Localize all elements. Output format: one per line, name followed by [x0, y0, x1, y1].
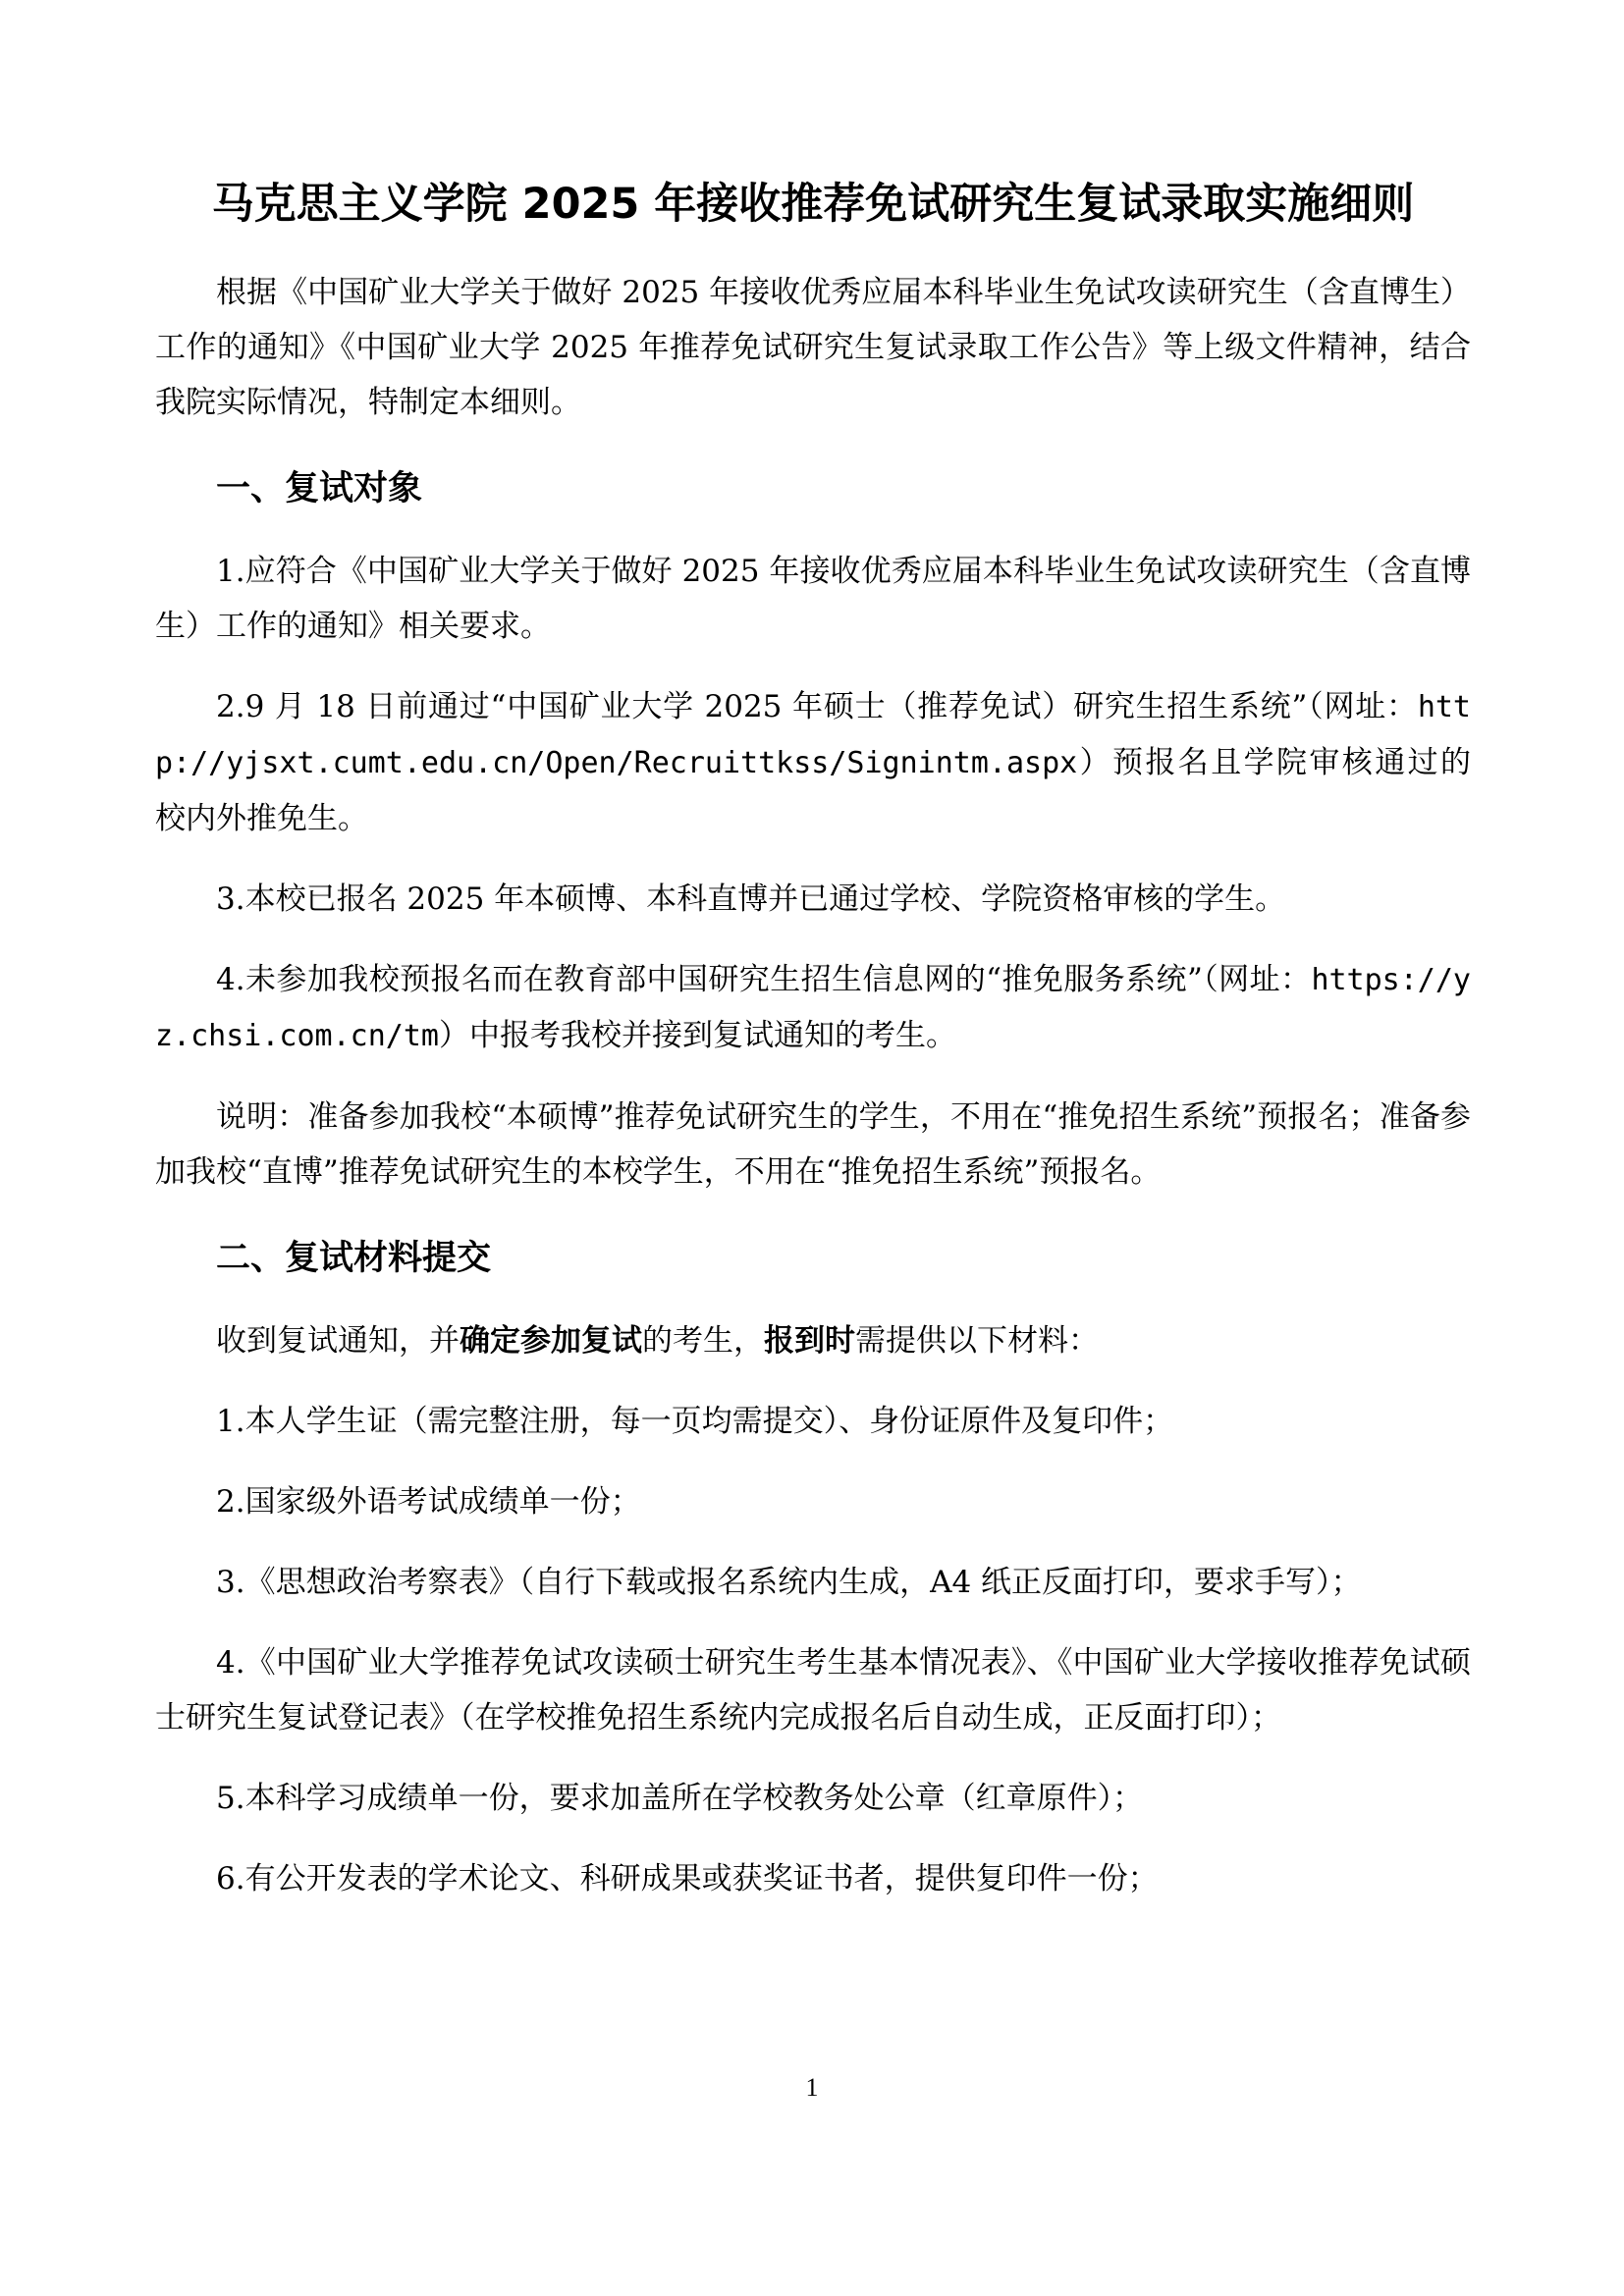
lead-text-3: 需提供以下材料： — [855, 1323, 1099, 1359]
document-title: 马克思主义学院 2025 年接收推荐免试研究生复试录取实施细则 — [211, 180, 1415, 229]
lead-bold-2: 报到时 — [764, 1323, 855, 1359]
section1-item2 — [155, 679, 1471, 846]
section2-lead — [155, 1313, 1471, 1368]
section2-item4: 4.《中国矿业大学推荐免试攻读硕士研究生考生基本情况表》、《中国矿业大学接收推荐免试硕士研究生复试登记表》（在学校推免招生系统内完成报名后自动生成，正反面打印）； — [155, 1645, 1471, 1735]
page-number: 1 — [805, 2073, 819, 2102]
section2-item2: 2.国家级外语考试成绩单一份； — [216, 1484, 641, 1520]
section1-note: 说明：准备参加我校“本硕博”推荐免试研究生的学生，不用在“推免招生系统”预报名；准备参加我校“直博”推荐免试研究生的本校学生，不用在“推免招生系统”预报名。 — [155, 1099, 1471, 1190]
section1-heading: 一、复试对象 — [216, 469, 423, 508]
section1-item3: 3.本校已报名 2025 年本硕博、本科直博并已通过学校、学院资格审核的学生。 — [216, 881, 1286, 917]
section1-item1: 1.应符合《中国矿业大学关于做好 2025 年接收优秀应届本科毕业生免试攻读研究生（含直博生）工作的通知》相关要求。 — [155, 554, 1471, 644]
section1-item4 — [155, 952, 1471, 1064]
chsi-url-link[interactable]: https://yz.chsi.com.cn/tm — [155, 963, 1471, 1053]
lead-text-2: 的考生， — [642, 1323, 764, 1359]
intro-paragraph: 根据《中国矿业大学关于做好 2025 年接收优秀应届本科毕业生免试攻读研究生（含直博生）工作的通知》《中国矿业大学 2025 年推荐免试研究生复试录取工作公告》等上级文件精神，结合我院实际情况，特制定本细则。 — [155, 275, 1471, 420]
section2-item5: 5.本科学习成绩单一份，要求加盖所在学校教务处公章（红章原件）； — [216, 1781, 1144, 1816]
section1-item4-text: 4.未参加我校预报名而在教育部中国研究生招生信息网的“推免服务系统”（网址： — [216, 962, 1312, 997]
section1-item4-tail: ）中报考我校并接到复试通知的考生。 — [438, 1018, 956, 1053]
lead-text-1: 收到复试通知，并 — [216, 1323, 460, 1359]
document-page — [155, 175, 1471, 1906]
section1-item2-tail: ）预报名且学院审核通过的校内外推免生。 — [155, 745, 1471, 836]
section1-item2-text: 2.9 月 18 日前通过“中国矿业大学 2025 年硕士（推荐免试）研究生招生系统”（网址： — [216, 689, 1418, 724]
registration-url-link[interactable]: http://yjsxt.cumt.edu.cn/Open/Recruittkss/Signintm.aspx — [155, 690, 1471, 780]
section2-item3: 3.《思想政治考察表》（自行下载或报名系统内生成，A4 纸正反面打印，要求手写）； — [216, 1565, 1362, 1600]
section2-heading: 二、复试材料提交 — [216, 1239, 492, 1278]
section2-item6: 6.有公开发表的学术论文、科研成果或获奖证书者，提供复印件一份； — [216, 1861, 1159, 1896]
section2-item1: 1.本人学生证（需完整注册，每一页均需提交）、身份证原件及复印件； — [216, 1404, 1174, 1439]
lead-bold-1: 确定参加复试 — [460, 1323, 642, 1359]
